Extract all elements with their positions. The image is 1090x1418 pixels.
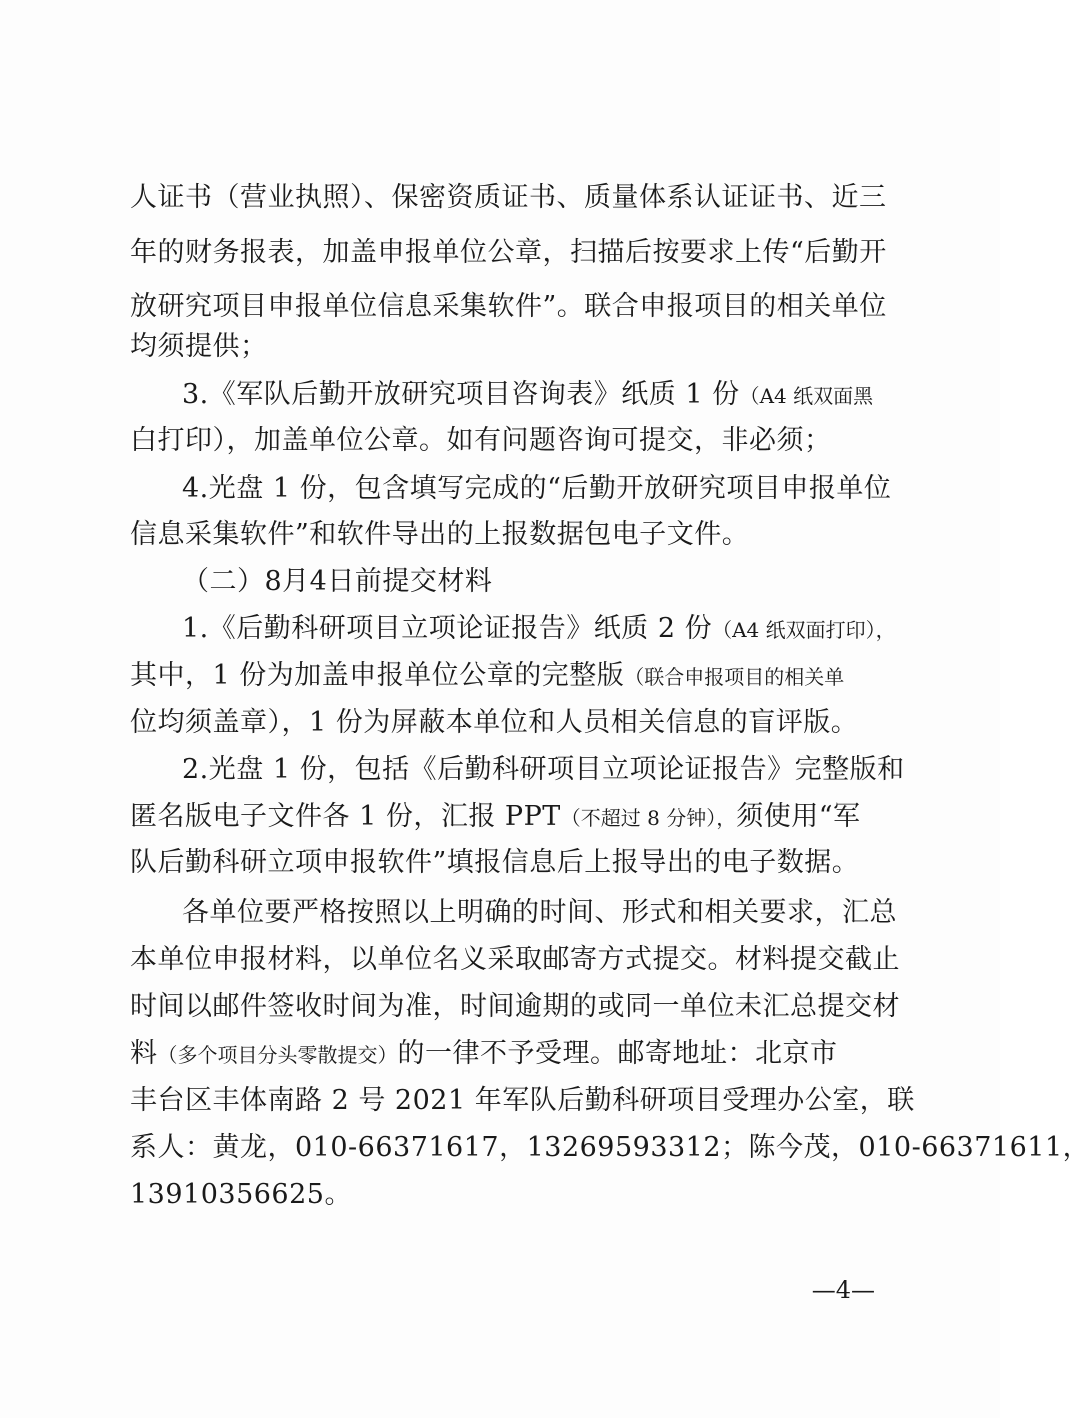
paragraph-line bbox=[130, 800, 880, 835]
paragraph-line bbox=[130, 659, 880, 694]
line-text-tail: 须使用“军 bbox=[736, 801, 861, 832]
paragraph-line: 2.光盘 1 份，包括《后勤科研项目立项论证报告》完整版和 bbox=[182, 754, 905, 785]
line-text: 其中，1 份为加盖申报单位公章的完整版 bbox=[130, 660, 625, 691]
line-text: 料 bbox=[130, 1038, 158, 1069]
item-3-note: （A4 纸双面黑 bbox=[739, 384, 874, 408]
paragraph-line: 人证书（营业执照）、保密资质证书、质量体系认证证书、近三 bbox=[130, 182, 887, 213]
line-note: （不超过 8 分钟）， bbox=[560, 806, 737, 830]
paragraph-line: 时间以邮件签收时间为准，时间逾期的或同一单位未汇总提交材 bbox=[130, 991, 900, 1022]
line-text: 匿名版电子文件各 1 份，汇报 PPT bbox=[130, 801, 561, 832]
paragraph-line: 丰台区丰体南路 2 号 2021 年军队后勤科研项目受理办公室，联 bbox=[130, 1085, 915, 1116]
paragraph-line: 4.光盘 1 份，包含填写完成的“后勤开放研究项目申报单位 bbox=[182, 473, 892, 504]
section-heading: （二）8月4日前提交材料 bbox=[182, 566, 493, 597]
paragraph-line: 各单位要严格按照以上明确的时间、形式和相关要求，汇总 bbox=[182, 897, 897, 928]
line-text-tail: 的一律不予受理。邮寄地址：北京市 bbox=[397, 1038, 838, 1069]
line-note: （多个项目分头零散提交） bbox=[157, 1043, 398, 1067]
line-note: （联合申报项目的相关单 bbox=[624, 665, 845, 689]
paragraph-line: 信息采集软件”和软件导出的上报数据包电子文件。 bbox=[130, 519, 750, 550]
paragraph-line: 队后勤科研立项申报软件”填报信息后上报导出的电子数据。 bbox=[130, 847, 860, 878]
paragraph-line: 13910356625。 bbox=[130, 1179, 352, 1210]
paragraph-line: 系人：黄龙，010-66371617，13269593312；陈今茂，010-66371611， bbox=[130, 1132, 1090, 1163]
paragraph-line: 位均须盖章），1 份为屏蔽本单位和人员相关信息的盲评版。 bbox=[130, 707, 859, 738]
item-3-text: 3.《军队后勤开放研究项目咨询表》纸质 1 份 bbox=[182, 379, 740, 410]
paragraph-line bbox=[130, 1037, 880, 1072]
paragraph-line: 年的财务报表，加盖申报单位公章，扫描后按要求上传“后勤开 bbox=[130, 237, 887, 268]
paragraph-line: 均须提供； bbox=[130, 331, 268, 362]
paragraph-line bbox=[182, 378, 880, 413]
page-number: —4— bbox=[811, 1276, 875, 1304]
paragraph-line bbox=[182, 612, 896, 647]
paragraph-line: 放研究项目申报单位信息采集软件”。联合申报项目的相关单位 bbox=[130, 291, 887, 322]
item-1-note: （A4 纸双面打印）， bbox=[712, 618, 896, 642]
paragraph-line: 白打印），加盖单位公章。如有问题咨询可提交，非必须； bbox=[130, 425, 832, 456]
paragraph-line: 本单位申报材料，以单位名义采取邮寄方式提交。材料提交截止 bbox=[130, 944, 900, 975]
item-1-text: 1.《后勤科研项目立项论证报告》纸质 2 份 bbox=[182, 613, 713, 644]
